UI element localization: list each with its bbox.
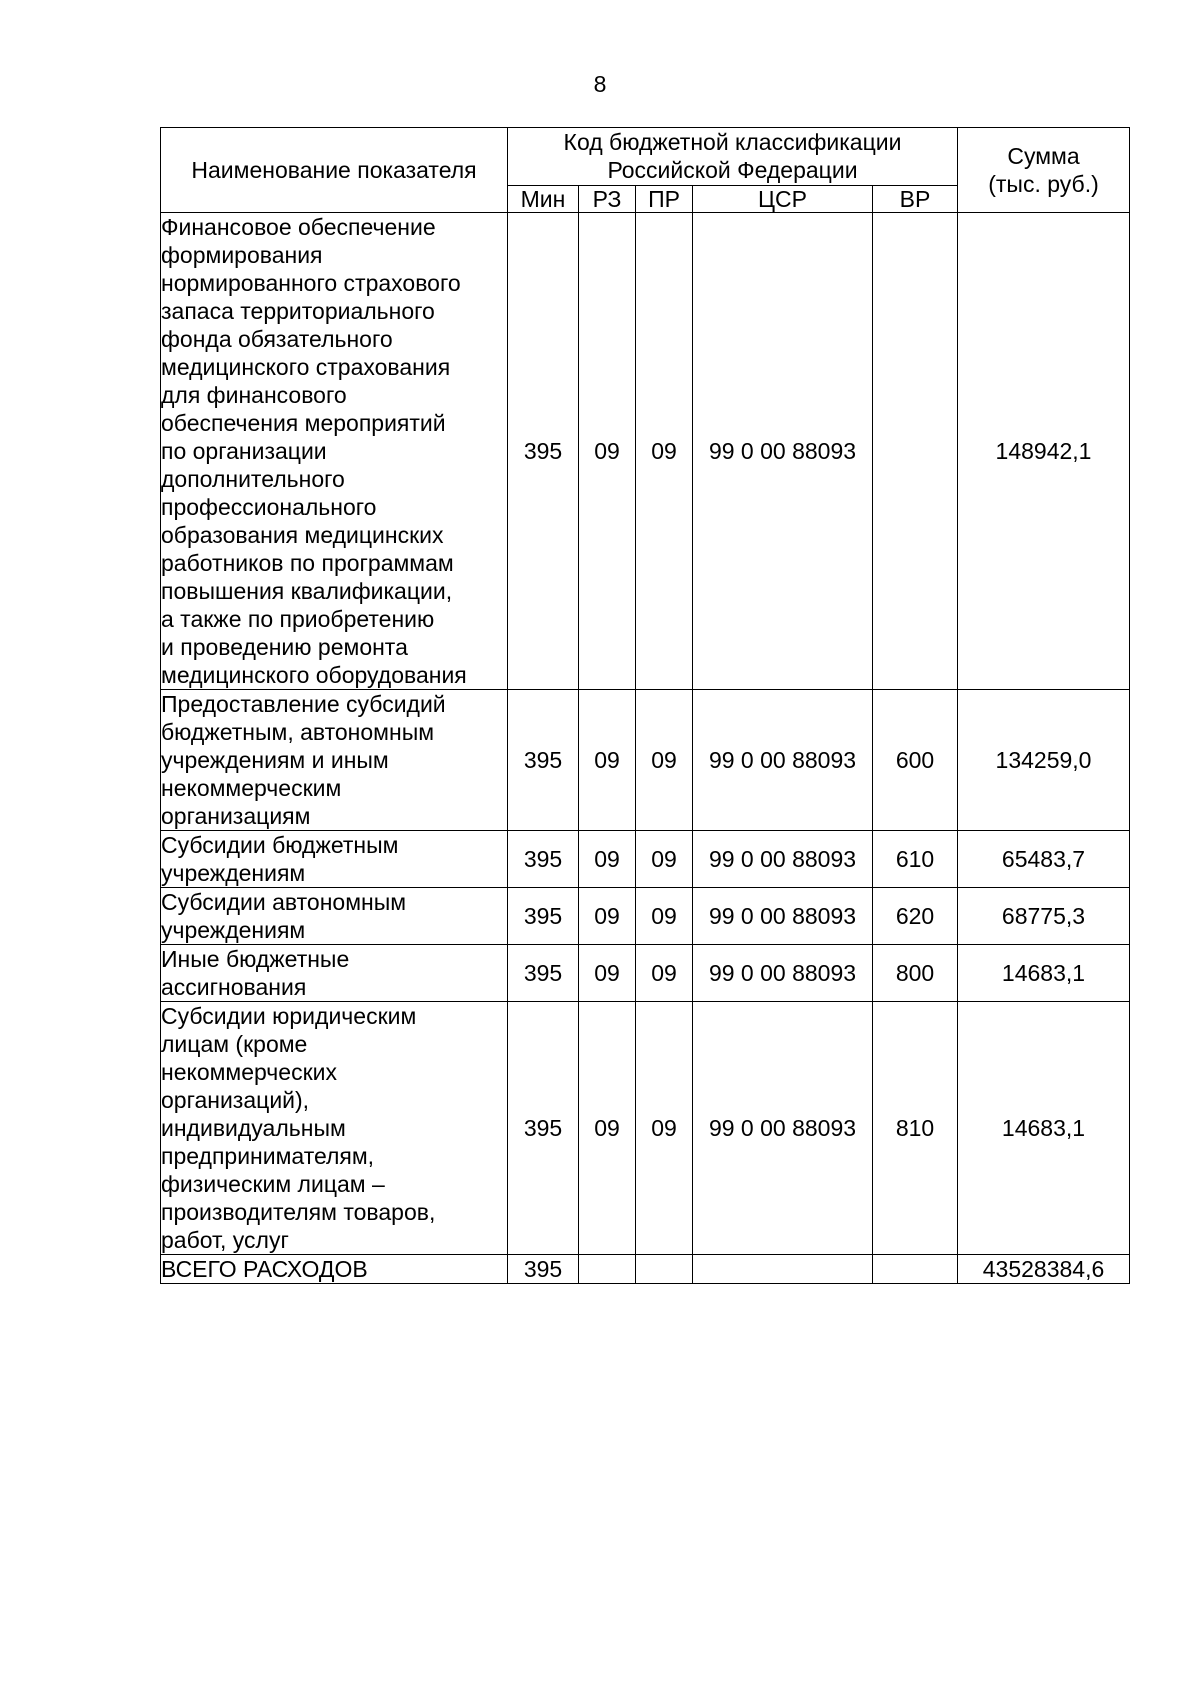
cell-name-line: повышения квалификации, xyxy=(161,578,453,604)
cell-name-line: образования медицинских xyxy=(161,522,444,548)
cell-pr: 09 xyxy=(636,831,693,888)
cell-min: 395 xyxy=(508,831,579,888)
cell-sum: 68775,3 xyxy=(958,888,1130,945)
cell-sum: 148942,1 xyxy=(958,213,1130,690)
cell-name-line: бюджетным, автономным xyxy=(161,719,435,745)
cell-vr: 800 xyxy=(873,945,958,1002)
cell-min: 395 xyxy=(508,945,579,1002)
header-sum xyxy=(958,128,1130,213)
cell-name-line: организаций), xyxy=(161,1087,310,1113)
cell-name-line: Субсидии юридическим xyxy=(161,1003,417,1029)
cell-name-line: Финансовое обеспечение xyxy=(161,214,436,240)
cell-name-line: лицам (кроме xyxy=(161,1031,308,1057)
header-sum-line1: Сумма xyxy=(1007,143,1080,169)
total-vr xyxy=(873,1255,958,1284)
cell-name-line: фонда обязательного xyxy=(161,326,393,352)
cell-name-line: работников по программам xyxy=(161,550,454,576)
cell-sum: 14683,1 xyxy=(958,945,1130,1002)
cell-name-line: Субсидии бюджетным xyxy=(161,832,399,858)
table-row xyxy=(161,690,1130,831)
cell-name-line: учреждениям xyxy=(161,860,306,886)
cell-csr: 99 0 00 88093 xyxy=(693,1002,873,1255)
total-min: 395 xyxy=(508,1255,579,1284)
cell-name-line: медицинского страхования xyxy=(161,354,451,380)
cell-name-line: организациям xyxy=(161,803,311,829)
cell-name-line: дополнительного xyxy=(161,466,345,492)
cell-rz: 09 xyxy=(579,213,636,690)
cell-name-line: некоммерческих xyxy=(161,1059,337,1085)
cell-csr: 99 0 00 88093 xyxy=(693,888,873,945)
cell-name-line: запаса территориального xyxy=(161,298,435,324)
cell-name xyxy=(161,888,508,945)
cell-sum: 14683,1 xyxy=(958,1002,1130,1255)
cell-name-line: профессионального xyxy=(161,494,377,520)
cell-pr: 09 xyxy=(636,213,693,690)
cell-rz: 09 xyxy=(579,831,636,888)
cell-name-line: обеспечения мероприятий xyxy=(161,410,446,436)
table-row xyxy=(161,1002,1130,1255)
cell-vr: 810 xyxy=(873,1002,958,1255)
header-budget-code-line2: Российской Федерации xyxy=(607,157,858,184)
total-row xyxy=(161,1255,1130,1284)
cell-name-line: нормированного страхового xyxy=(161,270,461,296)
cell-vr: 620 xyxy=(873,888,958,945)
cell-name xyxy=(161,213,508,690)
cell-name-line: Субсидии автономным xyxy=(161,889,407,915)
cell-min: 395 xyxy=(508,888,579,945)
budget-table xyxy=(160,127,1130,1284)
cell-name-line: медицинского оборудования xyxy=(161,662,467,688)
cell-name-line: индивидуальным xyxy=(161,1115,346,1141)
header-budget-code xyxy=(508,128,958,186)
cell-name-line: предпринимателям, xyxy=(161,1143,375,1169)
table-footer xyxy=(161,1255,1130,1284)
cell-name-line: формирования xyxy=(161,242,323,268)
cell-name-line: учреждениям xyxy=(161,917,306,943)
cell-name xyxy=(161,831,508,888)
header-sum-line2: (тыс. руб.) xyxy=(988,171,1099,197)
cell-name-line: Иные бюджетные xyxy=(161,946,350,972)
cell-name-line: для финансового xyxy=(161,382,347,408)
header-vr: ВР xyxy=(873,185,958,212)
header-min: Мин xyxy=(508,185,579,212)
cell-name-line: работ, услуг xyxy=(161,1227,289,1253)
total-label: ВСЕГО РАСХОДОВ xyxy=(161,1255,508,1284)
cell-name xyxy=(161,945,508,1002)
header-pr: ПР xyxy=(636,185,693,212)
cell-name-line: физическим лицам – xyxy=(161,1171,385,1197)
cell-name-line: ассигнования xyxy=(161,974,307,1000)
total-sum: 43528384,6 xyxy=(958,1255,1130,1284)
cell-vr xyxy=(873,213,958,690)
cell-csr: 99 0 00 88093 xyxy=(693,945,873,1002)
cell-csr: 99 0 00 88093 xyxy=(693,831,873,888)
cell-sum: 134259,0 xyxy=(958,690,1130,831)
header-rz: РЗ xyxy=(579,185,636,212)
cell-pr: 09 xyxy=(636,888,693,945)
table-row xyxy=(161,213,1130,690)
cell-name-line: по организации xyxy=(161,438,327,464)
total-pr xyxy=(636,1255,693,1284)
page-number: 8 xyxy=(593,71,607,97)
total-csr xyxy=(693,1255,873,1284)
cell-name xyxy=(161,690,508,831)
cell-vr: 610 xyxy=(873,831,958,888)
cell-name-line: некоммерческим xyxy=(161,775,342,801)
cell-name-line: производителям товаров, xyxy=(161,1199,436,1225)
cell-rz: 09 xyxy=(579,690,636,831)
cell-sum: 65483,7 xyxy=(958,831,1130,888)
cell-min: 395 xyxy=(508,690,579,831)
header-csr: ЦСР xyxy=(693,185,873,212)
total-rz xyxy=(579,1255,636,1284)
cell-min: 395 xyxy=(508,213,579,690)
cell-rz: 09 xyxy=(579,888,636,945)
table-body xyxy=(161,213,1130,1255)
cell-name-line: а также по приобретению xyxy=(161,606,435,632)
table-row xyxy=(161,888,1130,945)
cell-rz: 09 xyxy=(579,1002,636,1255)
cell-pr: 09 xyxy=(636,1002,693,1255)
cell-name-line: и проведению ремонта xyxy=(161,634,408,660)
cell-name-line: учреждениям и иным xyxy=(161,747,389,773)
cell-rz: 09 xyxy=(579,945,636,1002)
table-header xyxy=(161,128,1130,213)
cell-pr: 09 xyxy=(636,945,693,1002)
table-row xyxy=(161,831,1130,888)
table-row xyxy=(161,945,1130,1002)
cell-min: 395 xyxy=(508,1002,579,1255)
cell-csr: 99 0 00 88093 xyxy=(693,213,873,690)
header-name: Наименование показателя xyxy=(161,128,508,213)
cell-pr: 09 xyxy=(636,690,693,831)
cell-csr: 99 0 00 88093 xyxy=(693,690,873,831)
cell-vr: 600 xyxy=(873,690,958,831)
header-budget-code-line1: Код бюджетной классификации xyxy=(563,129,902,156)
cell-name-line: Предоставление субсидий xyxy=(161,691,446,717)
cell-name xyxy=(161,1002,508,1255)
